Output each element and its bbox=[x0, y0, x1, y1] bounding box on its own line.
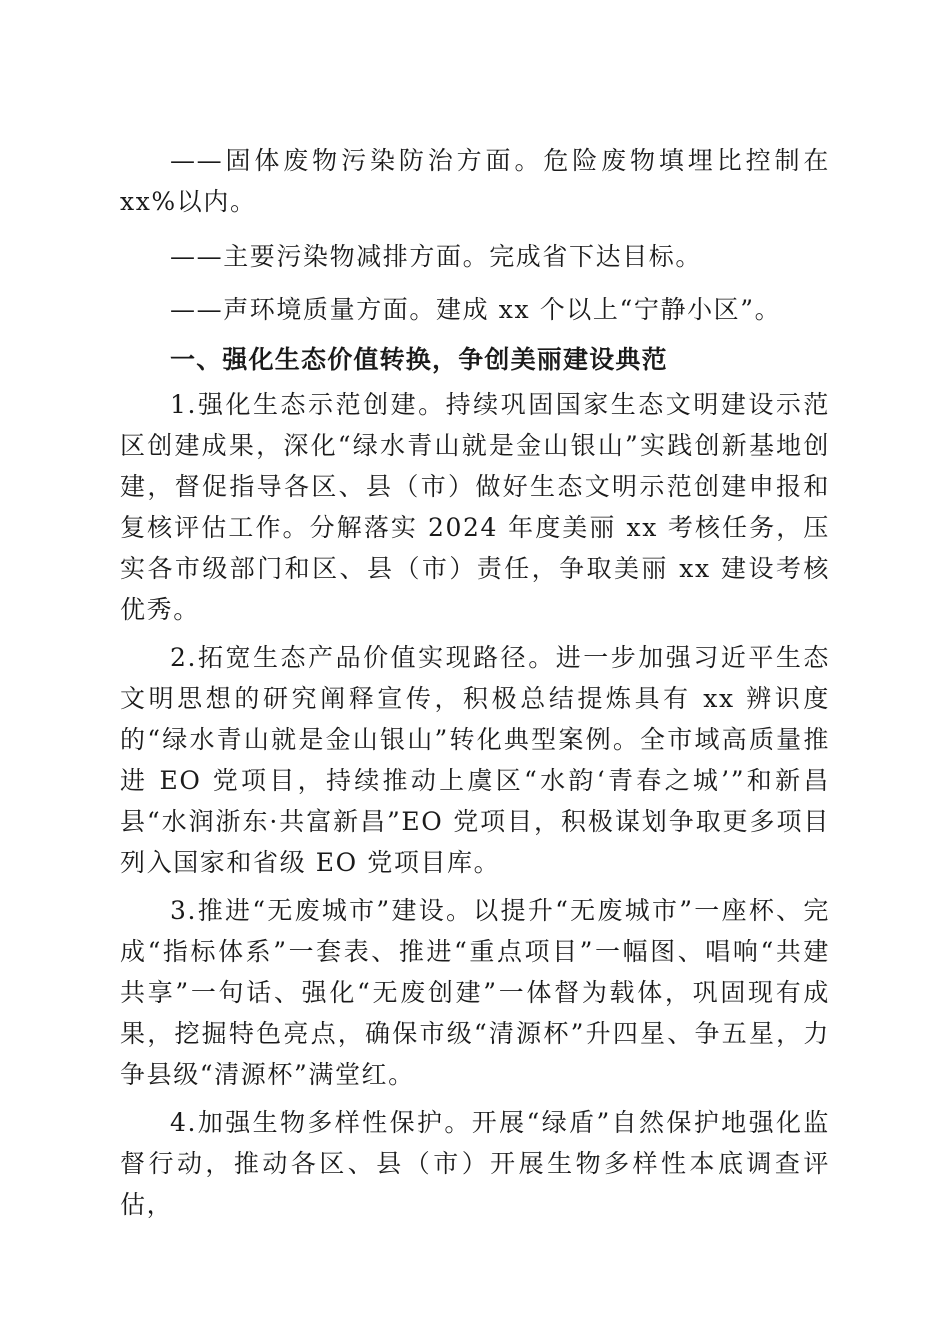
target-solid-waste: ——固体废物污染防治方面。危险废物填埋比控制在 xx%以内。 bbox=[120, 146, 830, 216]
document-page bbox=[120, 140, 830, 1225]
paragraph-eco-product-value: 2.拓宽生态产品价值实现路径。进一步加强习近平生态文明思想的研究阐释宣传，积极总结提炼具有 xx 辨识度的“绿水青山就是金山银山”转化典型案例。全市域高质量推进 EO 党项目，持续推动上虞区“水韵‘青春之城’”和新昌县“水润浙东·共富新昌”EO 党项目，积极谋划争取更多项目列入国家和省级 EO 党项目库。 bbox=[120, 643, 830, 877]
target-pollutant-reduction: ——主要污染物减排方面。完成省下达目标。 bbox=[170, 242, 703, 271]
paragraph-eco-demonstration: 1.强化生态示范创建。持续巩固国家生态文明建设示范区创建成果，深化“绿水青山就是金山银山”实践创新基地创建，督促指导各区、县（市）做好生态文明示范创建申报和复核评估工作。分解落实 2024 年度美丽 xx 考核任务，压实各市级部门和区、县（市）责任，争取美丽 xx 建设考核优秀。 bbox=[120, 390, 830, 624]
section-heading: 一、强化生态价值转换，争创美丽建设典范 bbox=[170, 345, 668, 374]
paragraph-biodiversity: 4.加强生物多样性保护。开展“绿盾”自然保护地强化监督行动，推动各区、县（市）开展生物多样性本底调查评估， bbox=[120, 1108, 830, 1219]
target-noise-environment: ——声环境质量方面。建成 xx 个以上“宁静小区”。 bbox=[170, 295, 782, 324]
paragraph-zero-waste-city: 3.推进“无废城市”建设。以提升“无废城市”一座杯、完成“指标体系”一套表、推进“重点项目”一幅图、唱响“共建共享”一句话、强化“无废创建”一体督为载体，巩固现有成果，挖掘特色亮点，确保市级“清源杯”升四星、争五星，力争县级“清源杯”满堂红。 bbox=[120, 896, 830, 1089]
